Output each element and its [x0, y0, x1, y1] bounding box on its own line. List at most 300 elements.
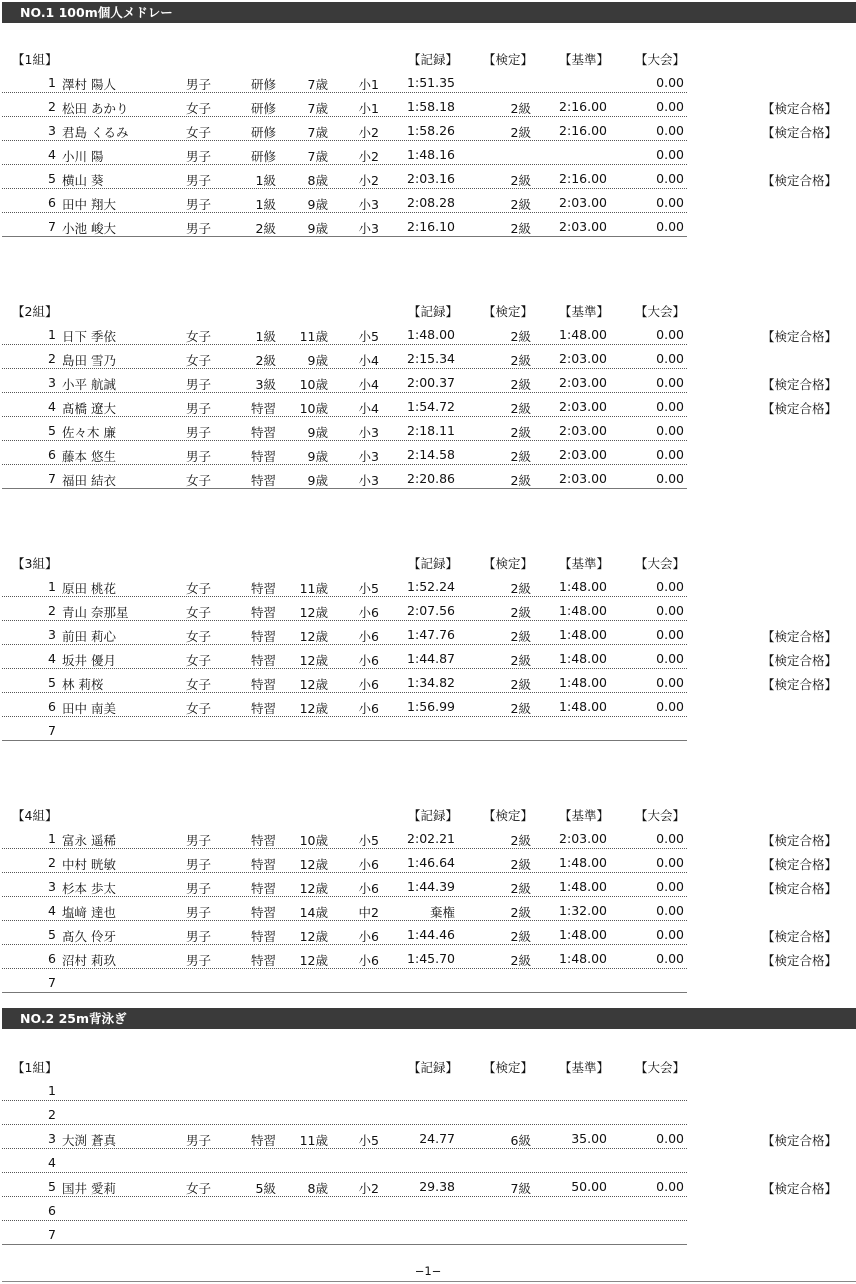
entrant-rank: 5級	[255, 1181, 276, 1196]
table-row	[0, 370, 856, 394]
entrant-name: 国井 愛莉	[62, 1181, 116, 1196]
table-row	[0, 874, 856, 898]
entrant-name: 松田 あかり	[62, 101, 129, 116]
record-value: 1:58.26	[407, 123, 455, 138]
taikai-value: 0.00	[656, 327, 684, 342]
table-row	[0, 1126, 856, 1150]
entrant-school-year: 小2	[358, 149, 379, 164]
pass-badge: 【検定合格】	[762, 881, 838, 896]
entrant-name: 塩﨑 達也	[62, 905, 116, 920]
taikai-value: 0.00	[656, 123, 684, 138]
entrant-sex: 男子	[186, 857, 212, 872]
taikai-value: 0.00	[656, 627, 684, 642]
pass-badge: 【検定合格】	[762, 1133, 838, 1148]
entrant-rank: 1級	[255, 197, 276, 212]
entrant-school-year: 小5	[358, 833, 379, 848]
taikai-value: 0.00	[656, 195, 684, 210]
pass-badge: 【検定合格】	[762, 857, 838, 872]
entrant-number: 2	[48, 603, 56, 618]
record-value: 2:20.86	[407, 471, 455, 486]
taikai-header: 【大会】	[635, 808, 686, 823]
table-row	[0, 1198, 856, 1222]
entrant-rank: 特習	[250, 425, 276, 440]
table-row	[0, 898, 856, 922]
entrant-age: 9歳	[307, 197, 328, 212]
entrant-school-year: 小4	[358, 353, 379, 368]
entrant-name: 島田 雪乃	[62, 353, 116, 368]
taikai-value: 0.00	[656, 951, 684, 966]
entrant-number: 6	[48, 447, 56, 462]
entrant-name: 中村 晄敏	[62, 857, 116, 872]
entrant-school-year: 小2	[358, 1181, 379, 1196]
entrant-age: 12歳	[299, 857, 328, 872]
kentei-grade: 2級	[510, 701, 531, 716]
group-header	[0, 802, 856, 826]
entrant-name: 前田 莉心	[62, 629, 116, 644]
entrant-number: 3	[48, 879, 56, 894]
footer-divider	[2, 1281, 856, 1282]
entrant-number: 6	[48, 951, 56, 966]
entrant-rank: 特習	[250, 881, 276, 896]
entrant-sex: 女子	[186, 653, 212, 668]
taikai-value: 0.00	[656, 375, 684, 390]
kentei-grade: 2級	[510, 197, 531, 212]
entrant-sex: 女子	[186, 629, 212, 644]
taikai-value: 0.00	[656, 879, 684, 894]
entrant-rank: 特習	[250, 905, 276, 920]
pass-badge: 【検定合格】	[762, 377, 838, 392]
entrant-school-year: 小5	[358, 581, 379, 596]
entrant-age: 7歳	[307, 149, 328, 164]
event-title: NO.2 25m背泳ぎ	[2, 1008, 856, 1029]
entrant-age: 8歳	[307, 1181, 328, 1196]
entrant-age: 10歳	[299, 377, 328, 392]
kentei-grade: 2級	[510, 449, 531, 464]
entrant-sex: 男子	[186, 377, 212, 392]
entrant-age: 12歳	[299, 701, 328, 716]
taikai-value: 0.00	[656, 351, 684, 366]
entrant-sex: 男子	[186, 425, 212, 440]
record-value: 2:08.28	[407, 195, 455, 210]
record-value: 2:02.21	[407, 831, 455, 846]
standard-time: 1:48.00	[559, 879, 607, 894]
taikai-value: 0.00	[656, 75, 684, 90]
entrant-rank: 1級	[255, 329, 276, 344]
taikai-value: 0.00	[656, 171, 684, 186]
entrant-school-year: 小1	[358, 77, 379, 92]
group-label: 【1組】	[12, 52, 58, 67]
heat-group	[0, 550, 856, 742]
record-value: 1:52.24	[407, 579, 455, 594]
group-header	[0, 46, 856, 70]
entrant-number: 5	[48, 675, 56, 690]
entrant-age: 12歳	[299, 629, 328, 644]
taikai-header: 【大会】	[635, 1060, 686, 1075]
entrant-age: 12歳	[299, 677, 328, 692]
entrant-number: 3	[48, 375, 56, 390]
event-title: NO.1 100m個人メドレー	[2, 2, 856, 23]
entrant-age: 8歳	[307, 173, 328, 188]
standard-time: 1:32.00	[559, 903, 607, 918]
table-row	[0, 718, 856, 742]
entrant-name: 髙橋 遼大	[62, 401, 116, 416]
table-row	[0, 118, 856, 142]
kentei-grade: 7級	[510, 1181, 531, 1196]
pass-badge: 【検定合格】	[762, 101, 838, 116]
entrant-name: 林 莉桜	[62, 677, 104, 692]
entrant-number: 4	[48, 651, 56, 666]
entrant-age: 9歳	[307, 425, 328, 440]
kentei-grade: 2級	[510, 125, 531, 140]
taikai-header: 【大会】	[635, 52, 686, 67]
pass-badge: 【検定合格】	[762, 329, 838, 344]
record-value: 2:16.10	[407, 219, 455, 234]
record-value: 1:56.99	[407, 699, 455, 714]
record-value: 1:47.76	[407, 627, 455, 642]
entrant-name: 杉本 歩太	[62, 881, 116, 896]
entrant-rank: 研修	[250, 125, 276, 140]
group-label: 【4組】	[12, 808, 58, 823]
kentei-header: 【検定】	[483, 556, 534, 571]
entrant-number: 4	[48, 147, 56, 162]
record-value: 1:48.00	[407, 327, 455, 342]
taikai-value: 0.00	[656, 699, 684, 714]
entrant-number: 7	[48, 975, 56, 990]
taikai-value: 0.00	[656, 471, 684, 486]
record-value: 2:15.34	[407, 351, 455, 366]
entrant-sex: 男子	[186, 401, 212, 416]
entrant-school-year: 小6	[358, 677, 379, 692]
entrant-rank: 2級	[255, 221, 276, 236]
group-label: 【2組】	[12, 304, 58, 319]
entrant-name: 福田 結衣	[62, 473, 116, 488]
entrant-school-year: 小6	[358, 953, 379, 968]
entrant-age: 12歳	[299, 953, 328, 968]
standard-time: 2:16.00	[559, 123, 607, 138]
entrant-age: 12歳	[299, 605, 328, 620]
taikai-value: 0.00	[656, 1179, 684, 1194]
entrant-sex: 男子	[186, 173, 212, 188]
kentei-grade: 2級	[510, 905, 531, 920]
entrant-sex: 男子	[186, 953, 212, 968]
entrant-sex: 男子	[186, 221, 212, 236]
table-row	[0, 826, 856, 850]
table-row	[0, 922, 856, 946]
table-row	[0, 670, 856, 694]
entrant-school-year: 小6	[358, 929, 379, 944]
entrant-school-year: 小6	[358, 629, 379, 644]
entrant-age: 7歳	[307, 101, 328, 116]
standard-time: 1:48.00	[559, 327, 607, 342]
standard-time: 50.00	[571, 1179, 607, 1194]
entrant-number: 2	[48, 855, 56, 870]
entrant-rank: 特習	[250, 653, 276, 668]
record-value: 29.38	[419, 1179, 455, 1194]
record-value: 1:58.18	[407, 99, 455, 114]
standard-header: 【基準】	[559, 52, 610, 67]
record-header: 【記録】	[408, 304, 459, 319]
entrant-number: 1	[48, 831, 56, 846]
table-row	[0, 1222, 856, 1246]
kentei-grade: 2級	[510, 857, 531, 872]
entrant-sex: 女子	[186, 353, 212, 368]
group-header	[0, 1054, 856, 1078]
table-row	[0, 622, 856, 646]
entrant-number: 1	[48, 1083, 56, 1098]
entrant-sex: 女子	[186, 581, 212, 596]
taikai-value: 0.00	[656, 147, 684, 162]
record-value: 棄権	[429, 905, 455, 920]
taikai-value: 0.00	[656, 831, 684, 846]
standard-time: 2:03.00	[559, 375, 607, 390]
entrant-school-year: 小2	[358, 173, 379, 188]
entrant-number: 7	[48, 219, 56, 234]
entrant-school-year: 小6	[358, 653, 379, 668]
taikai-value: 0.00	[656, 423, 684, 438]
entrant-name: 髙久 伶牙	[62, 929, 116, 944]
standard-time: 1:48.00	[559, 579, 607, 594]
entrant-sex: 女子	[186, 101, 212, 116]
entrant-name: 小川 陽	[62, 149, 104, 164]
entrant-school-year: 小6	[358, 881, 379, 896]
kentei-grade: 2級	[510, 881, 531, 896]
standard-time: 1:48.00	[559, 603, 607, 618]
pass-badge: 【検定合格】	[762, 833, 838, 848]
entrant-sex: 男子	[186, 77, 212, 92]
record-value: 1:48.16	[407, 147, 455, 162]
taikai-value: 0.00	[656, 447, 684, 462]
kentei-grade: 2級	[510, 929, 531, 944]
kentei-grade: 2級	[510, 425, 531, 440]
record-value: 2:03.16	[407, 171, 455, 186]
record-value: 1:54.72	[407, 399, 455, 414]
kentei-grade: 2級	[510, 353, 531, 368]
pass-badge: 【検定合格】	[762, 125, 838, 140]
entrant-sex: 女子	[186, 473, 212, 488]
standard-time: 1:48.00	[559, 951, 607, 966]
pass-badge: 【検定合格】	[762, 677, 838, 692]
entrant-school-year: 中2	[358, 905, 379, 920]
entrant-name: 沼村 莉玖	[62, 953, 116, 968]
entrant-school-year: 小3	[358, 221, 379, 236]
pass-badge: 【検定合格】	[762, 653, 838, 668]
kentei-grade: 2級	[510, 401, 531, 416]
table-row	[0, 646, 856, 670]
entrant-school-year: 小6	[358, 605, 379, 620]
record-value: 1:44.46	[407, 927, 455, 942]
record-value: 1:46.64	[407, 855, 455, 870]
standard-time: 2:03.00	[559, 399, 607, 414]
entrant-rank: 特習	[250, 833, 276, 848]
table-row	[0, 466, 856, 490]
standard-time: 2:03.00	[559, 351, 607, 366]
entrant-age: 10歳	[299, 833, 328, 848]
entrant-number: 7	[48, 1227, 56, 1242]
entrant-number: 3	[48, 1131, 56, 1146]
record-value: 1:51.35	[407, 75, 455, 90]
entrant-number: 2	[48, 99, 56, 114]
kentei-header: 【検定】	[483, 52, 534, 67]
entrant-rank: 特習	[250, 449, 276, 464]
entrant-sex: 女子	[186, 1181, 212, 1196]
entrant-name: 澤村 陽人	[62, 77, 116, 92]
entrant-number: 1	[48, 579, 56, 594]
entrant-name: 君島 くるみ	[62, 125, 129, 140]
heat-group	[0, 46, 856, 238]
table-row	[0, 970, 856, 994]
standard-time: 1:48.00	[559, 651, 607, 666]
entrant-age: 9歳	[307, 449, 328, 464]
standard-time: 1:48.00	[559, 699, 607, 714]
standard-time: 1:48.00	[559, 855, 607, 870]
entrant-sex: 女子	[186, 329, 212, 344]
group-label: 【1組】	[12, 1060, 58, 1075]
entrant-name: 原田 桃花	[62, 581, 116, 596]
entrant-number: 1	[48, 75, 56, 90]
heat-group	[0, 298, 856, 490]
standard-header: 【基準】	[559, 556, 610, 571]
entrant-rank: 1級	[255, 173, 276, 188]
entrant-number: 5	[48, 423, 56, 438]
table-row	[0, 418, 856, 442]
pass-badge: 【検定合格】	[762, 953, 838, 968]
entrant-number: 5	[48, 927, 56, 942]
entrant-name: 藤本 悠生	[62, 449, 116, 464]
entrant-sex: 男子	[186, 905, 212, 920]
entrant-number: 2	[48, 351, 56, 366]
entrant-name: 青山 奈那星	[62, 605, 129, 620]
entrant-name: 大渕 蒼真	[62, 1133, 116, 1148]
entrant-rank: 3級	[255, 377, 276, 392]
entrant-number: 3	[48, 123, 56, 138]
record-value: 1:44.39	[407, 879, 455, 894]
entrant-age: 14歳	[299, 905, 328, 920]
entrant-name: 坂井 優月	[62, 653, 116, 668]
entrant-number: 5	[48, 171, 56, 186]
taikai-value: 0.00	[656, 219, 684, 234]
kentei-grade: 2級	[510, 329, 531, 344]
entrant-name: 富永 遥稀	[62, 833, 116, 848]
entrant-rank: 特習	[250, 473, 276, 488]
entrant-sex: 女子	[186, 677, 212, 692]
record-value: 1:44.87	[407, 651, 455, 666]
record-value: 2:00.37	[407, 375, 455, 390]
entrant-name: 小平 航誠	[62, 377, 116, 392]
entrant-rank: 研修	[250, 149, 276, 164]
kentei-grade: 2級	[510, 629, 531, 644]
entrant-age: 10歳	[299, 401, 328, 416]
pass-badge: 【検定合格】	[762, 173, 838, 188]
entrant-age: 12歳	[299, 881, 328, 896]
entrant-number: 7	[48, 471, 56, 486]
entrant-age: 7歳	[307, 77, 328, 92]
entrant-sex: 男子	[186, 197, 212, 212]
record-value: 24.77	[419, 1131, 455, 1146]
entrant-rank: 特習	[250, 677, 276, 692]
kentei-grade: 2級	[510, 833, 531, 848]
kentei-header: 【検定】	[483, 304, 534, 319]
entrant-number: 4	[48, 903, 56, 918]
entrant-age: 7歳	[307, 125, 328, 140]
kentei-header: 【検定】	[483, 1060, 534, 1075]
record-value: 1:45.70	[407, 951, 455, 966]
entrant-name: 田中 翔大	[62, 197, 116, 212]
taikai-value: 0.00	[656, 675, 684, 690]
table-row	[0, 946, 856, 970]
kentei-grade: 2級	[510, 581, 531, 596]
taikai-header: 【大会】	[635, 556, 686, 571]
entrant-name: 横山 葵	[62, 173, 104, 188]
standard-header: 【基準】	[559, 1060, 610, 1075]
record-header: 【記録】	[408, 808, 459, 823]
table-row	[0, 850, 856, 874]
pass-badge: 【検定合格】	[762, 401, 838, 416]
group-header	[0, 298, 856, 322]
standard-time: 2:03.00	[559, 195, 607, 210]
entrant-school-year: 小3	[358, 425, 379, 440]
entrant-number: 6	[48, 195, 56, 210]
standard-time: 2:03.00	[559, 471, 607, 486]
kentei-grade: 2級	[510, 221, 531, 236]
kentei-grade: 2級	[510, 377, 531, 392]
pass-badge: 【検定合格】	[762, 1181, 838, 1196]
kentei-header: 【検定】	[483, 808, 534, 823]
entrant-number: 6	[48, 1203, 56, 1218]
entrant-number: 7	[48, 723, 56, 738]
table-row	[0, 694, 856, 718]
taikai-value: 0.00	[656, 651, 684, 666]
entrant-sex: 男子	[186, 881, 212, 896]
entrant-sex: 男子	[186, 929, 212, 944]
entrant-rank: 特習	[250, 629, 276, 644]
table-row	[0, 1174, 856, 1198]
table-row	[0, 166, 856, 190]
taikai-value: 0.00	[656, 855, 684, 870]
taikai-value: 0.00	[656, 927, 684, 942]
table-row	[0, 598, 856, 622]
record-value: 2:18.11	[407, 423, 455, 438]
kentei-grade: 2級	[510, 653, 531, 668]
table-row	[0, 70, 856, 94]
standard-time: 1:48.00	[559, 627, 607, 642]
entrant-rank: 特習	[250, 401, 276, 416]
entrant-sex: 男子	[186, 1133, 212, 1148]
record-value: 1:34.82	[407, 675, 455, 690]
entrant-rank: 特習	[250, 701, 276, 716]
taikai-header: 【大会】	[635, 304, 686, 319]
entrant-school-year: 小6	[358, 857, 379, 872]
entrant-school-year: 小4	[358, 401, 379, 416]
standard-time: 2:16.00	[559, 99, 607, 114]
entrant-sex: 女子	[186, 701, 212, 716]
heat-group	[0, 1054, 856, 1246]
entrant-number: 4	[48, 1155, 56, 1170]
entrant-rank: 特習	[250, 953, 276, 968]
entrant-age: 11歳	[299, 581, 328, 596]
kentei-grade: 2級	[510, 173, 531, 188]
taikai-value: 0.00	[656, 903, 684, 918]
entrant-rank: 特習	[250, 1133, 276, 1148]
entrant-name: 小池 峻大	[62, 221, 116, 236]
pass-badge: 【検定合格】	[762, 929, 838, 944]
standard-time: 1:48.00	[559, 675, 607, 690]
entrant-age: 9歳	[307, 221, 328, 236]
page-number: −1−	[414, 1264, 442, 1278]
entrant-number: 2	[48, 1107, 56, 1122]
entrant-age: 11歳	[299, 1133, 328, 1148]
table-row	[0, 322, 856, 346]
standard-header: 【基準】	[559, 808, 610, 823]
